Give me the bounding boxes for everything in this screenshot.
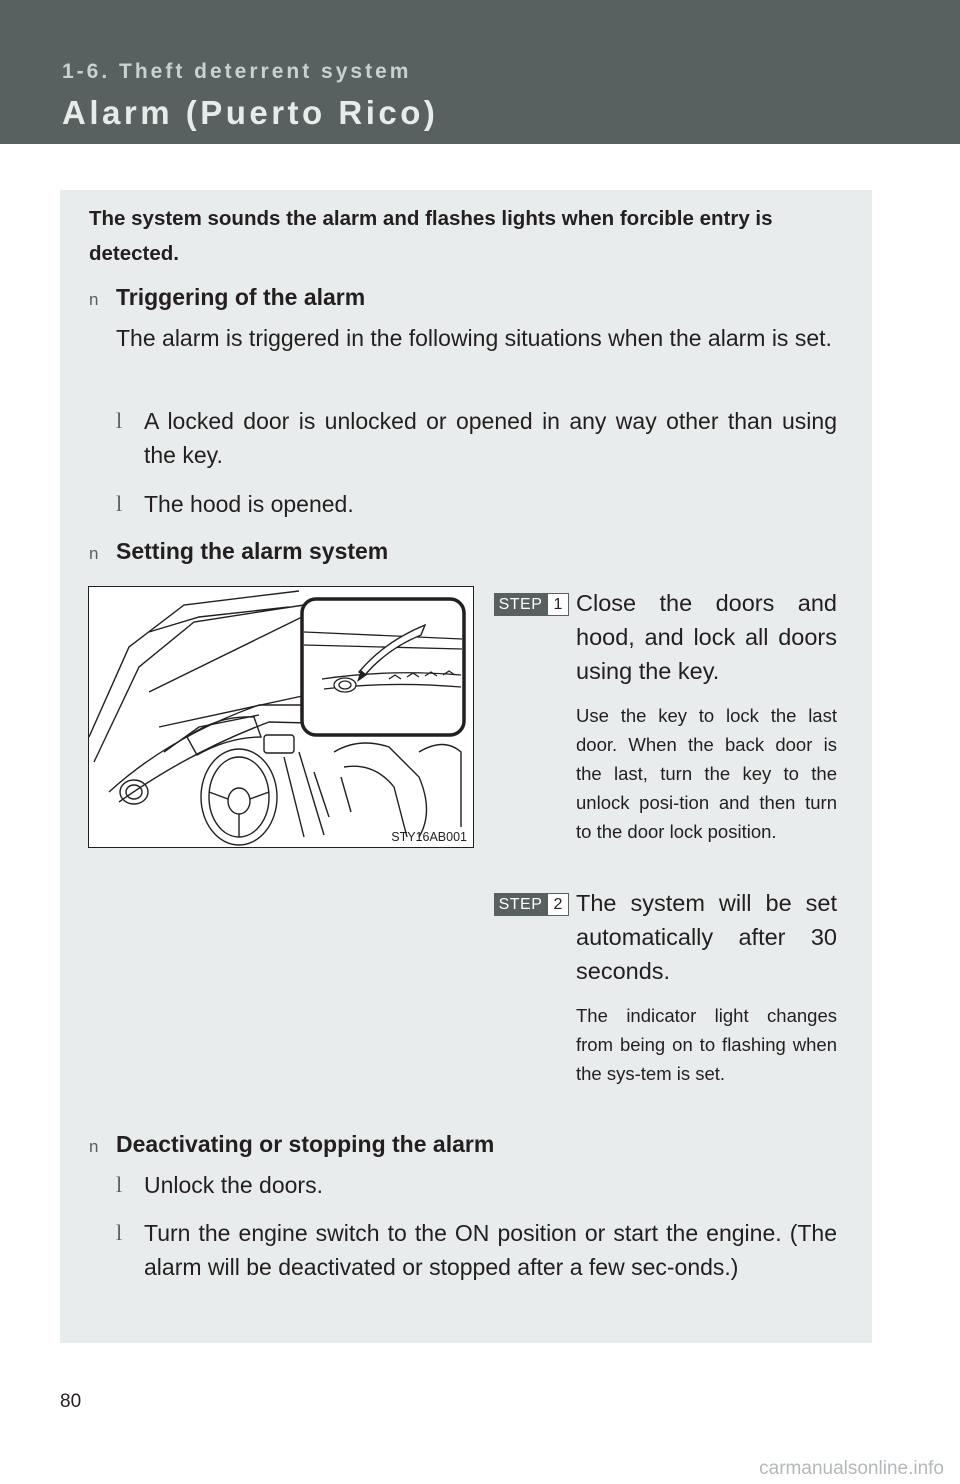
item-bullet-icon: l bbox=[116, 408, 123, 433]
list-item bbox=[116, 404, 837, 472]
list-item-text: Turn the engine switch to the ON position or start the engine. (The alarm will be deactivated or stopped after a few sec-onds.) bbox=[144, 1220, 837, 1280]
step-badge bbox=[494, 593, 570, 616]
figure-code: STY16AB001 bbox=[391, 830, 467, 844]
heading-label: Setting the alarm system bbox=[116, 538, 389, 564]
step-instruction: Close the doors and hood, and lock all doors using the key. bbox=[576, 590, 837, 684]
car-interior-illustration bbox=[88, 586, 474, 848]
heading-setting bbox=[89, 538, 388, 565]
step-label: STEP bbox=[494, 893, 547, 916]
list-item bbox=[116, 487, 837, 521]
step-number: 1 bbox=[547, 593, 569, 616]
list-item-text: Unlock the doors. bbox=[144, 1172, 323, 1198]
heading-label: Triggering of the alarm bbox=[116, 284, 366, 310]
item-bullet-icon: l bbox=[116, 1220, 123, 1245]
triggering-description: The alarm is triggered in the following situations when the alarm is set. bbox=[116, 325, 832, 351]
list-item bbox=[116, 1168, 837, 1202]
step-label: STEP bbox=[494, 593, 547, 616]
intro-text: The system sounds the alarm and flashes lights when forcible entry is detected. bbox=[89, 207, 773, 265]
heading-deactivating bbox=[89, 1131, 494, 1158]
step-instruction: The system will be set automatically after 30 seconds. bbox=[576, 890, 837, 984]
section-bullet-icon: n bbox=[89, 290, 99, 309]
dashboard-drawing bbox=[89, 587, 473, 847]
step-number: 2 bbox=[547, 893, 569, 916]
list-item-text: The hood is opened. bbox=[144, 491, 354, 517]
page-title: Alarm (Puerto Rico) bbox=[62, 94, 439, 131]
step-note: Use the key to lock the last door. When the back door is the last, turn the key to the unlock posi-tion and then turn to the door lock position. bbox=[576, 705, 837, 842]
list-item bbox=[116, 1216, 837, 1284]
section-title: 1-6. Theft deterrent system bbox=[62, 60, 412, 83]
section-bullet-icon: n bbox=[89, 1137, 99, 1156]
heading-triggering bbox=[89, 284, 365, 311]
heading-label: Deactivating or stopping the alarm bbox=[116, 1131, 495, 1157]
item-bullet-icon: l bbox=[116, 491, 123, 516]
step-badge bbox=[494, 893, 570, 916]
page-header bbox=[0, 0, 960, 144]
page-number: 80 bbox=[60, 1391, 82, 1412]
item-bullet-icon: l bbox=[116, 1172, 123, 1197]
section-bullet-icon: n bbox=[89, 544, 99, 563]
watermark: carmanualsonline.info bbox=[759, 1458, 944, 1479]
list-item-text: A locked door is unlocked or opened in any way other than using the key. bbox=[144, 408, 837, 468]
step-note: The indicator light changes from being on to flashing when the sys-tem is set. bbox=[576, 1005, 837, 1084]
